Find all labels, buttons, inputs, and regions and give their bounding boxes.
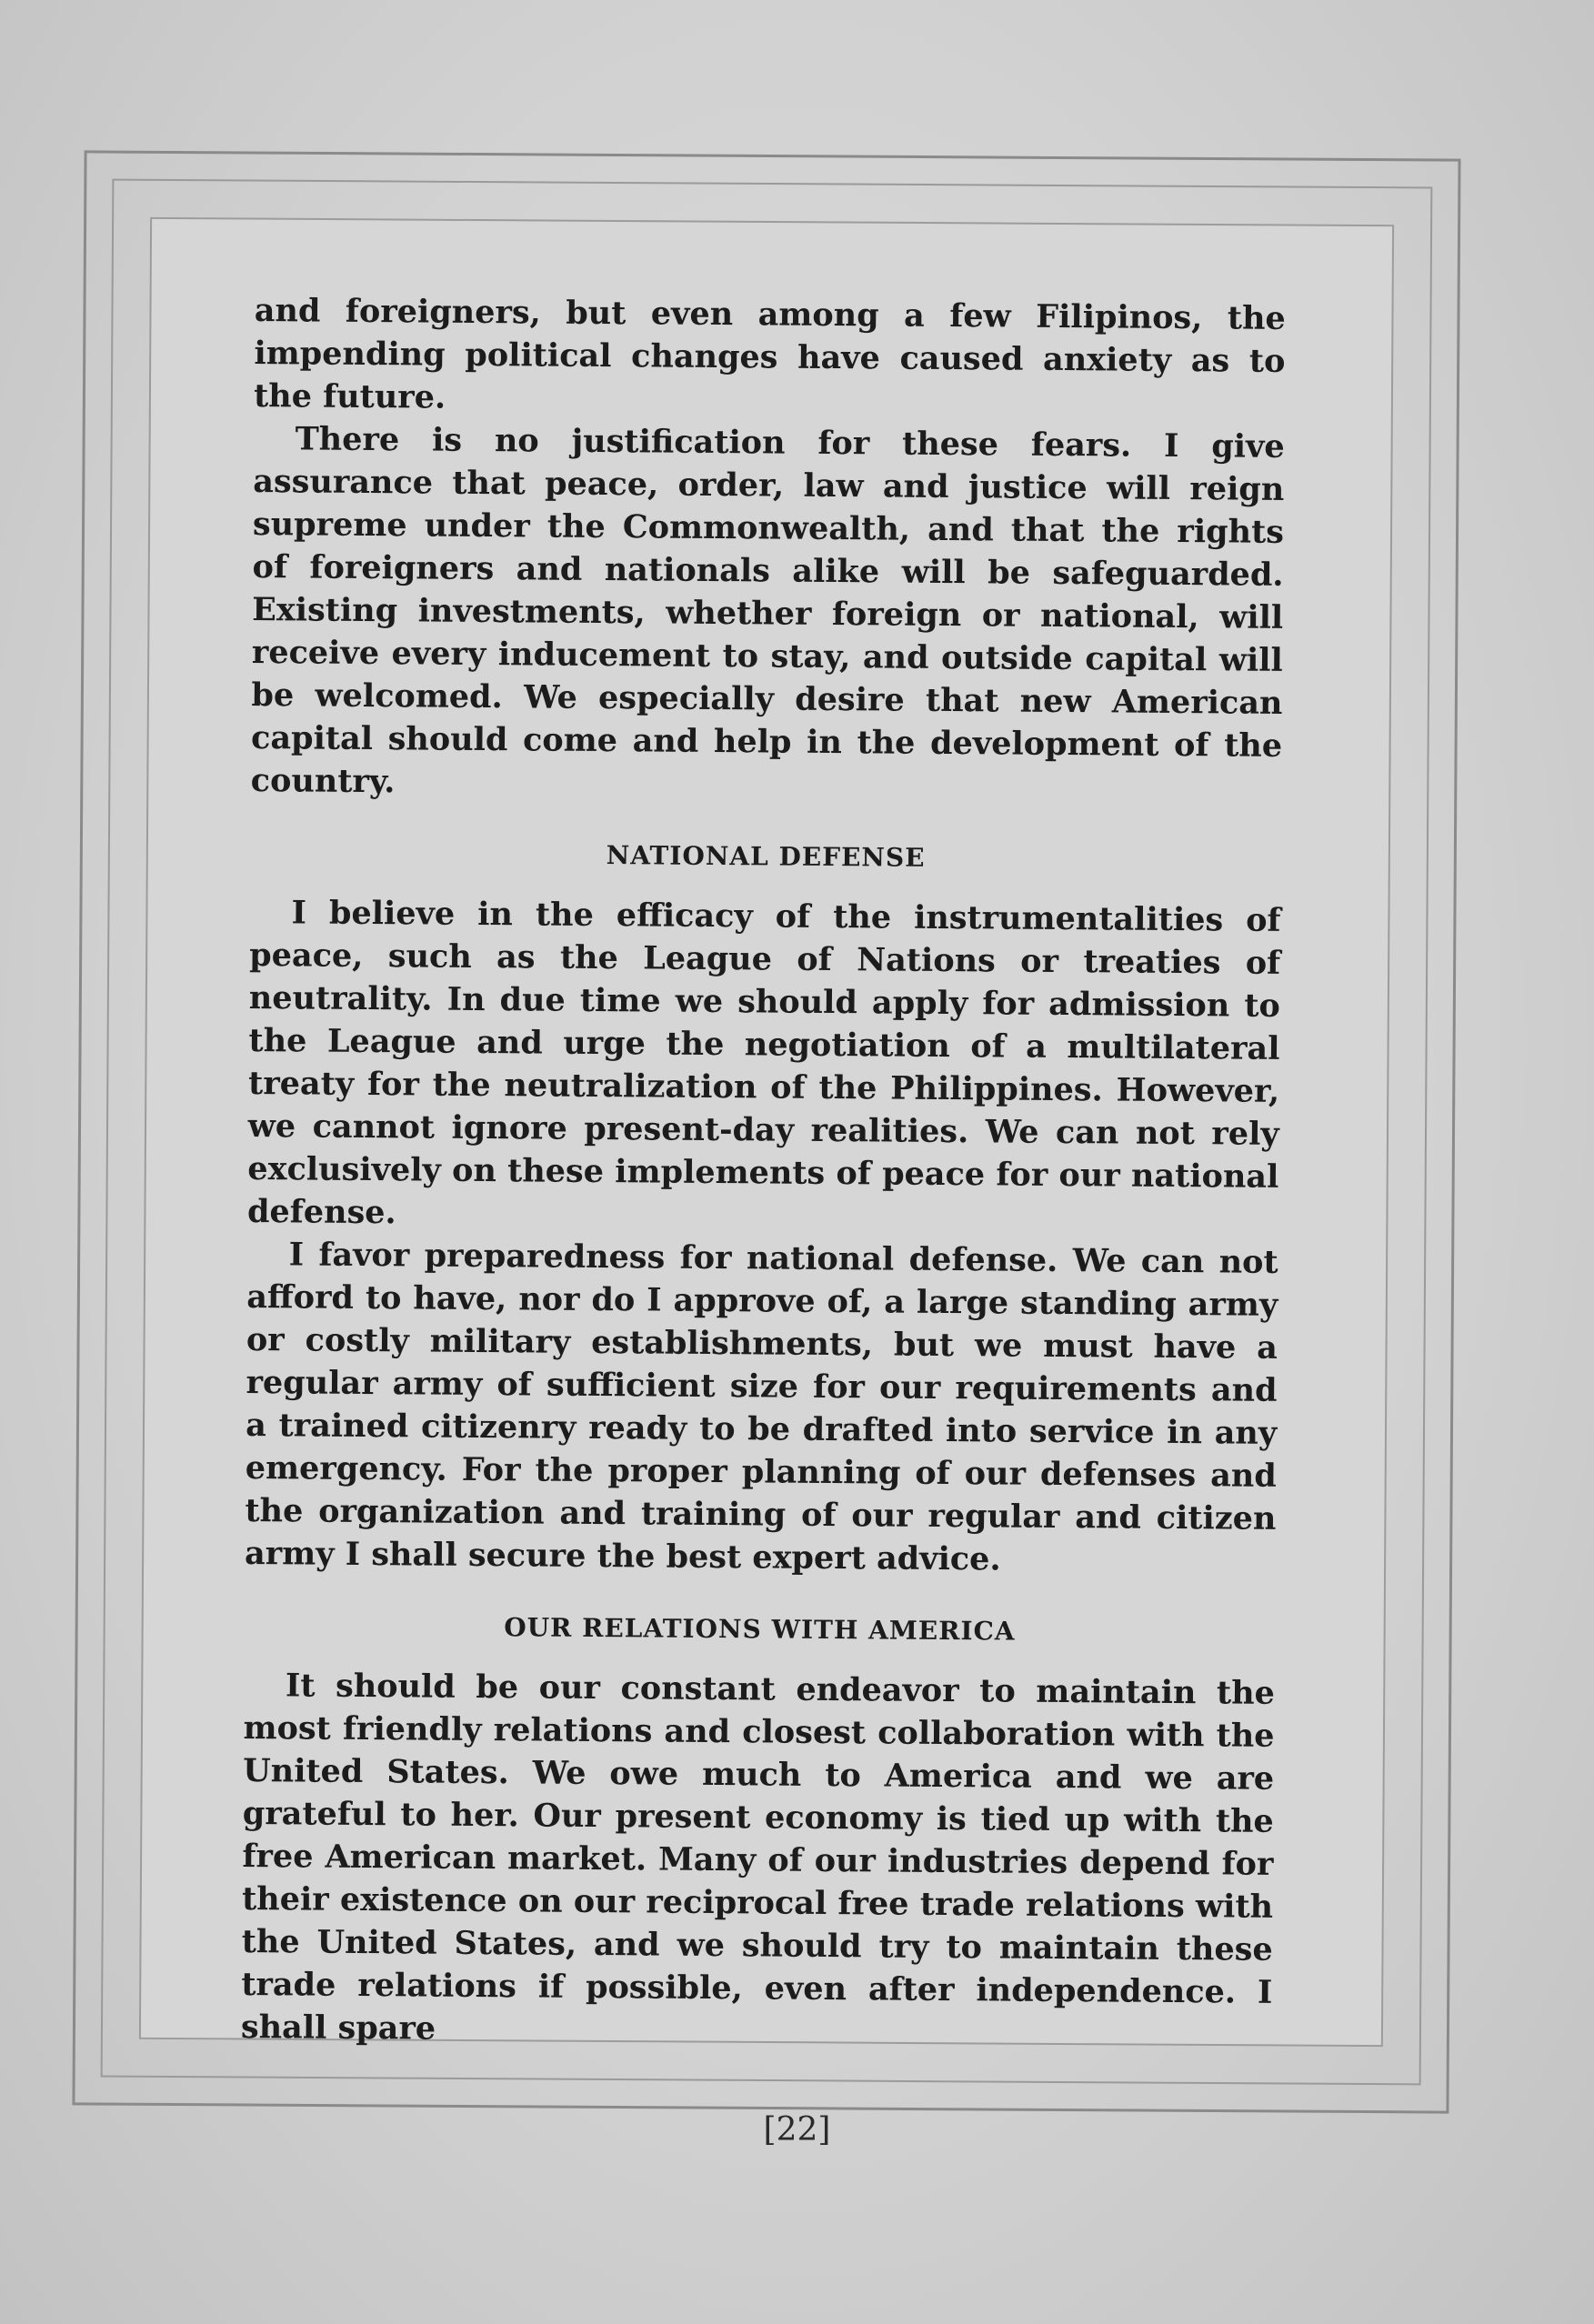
paragraph-defense-peace: I believe in the efficacy of the instrumentalities of peace, such as the League of Nations or treaties of neutrality. In due time we should apply for admission to the League and urge the negotiation of a multilateral treaty for the neutralization of the Philippines. However, we cannot ignore present-day realities. We can not rely exclusively on these implements of peace for our national defense.	[246, 894, 1281, 1232]
heading-relations-america: OUR RELATIONS WITH AMERICA	[504, 1612, 1016, 1647]
body-text	[241, 289, 1286, 2057]
heading-national-defense: NATIONAL DEFENSE	[606, 840, 926, 873]
paragraph-continuation: and foreigners, but even among a few Filipinos, the impending political changes have caused anxiety as to the future.	[253, 291, 1286, 416]
paragraph-assurance: There is no justification for these fears. I give assurance that peace, order, law and justice will reign supreme under the Commonwealth, and that the rights of foreigners and nationals alike will be safeguarded. Existing investments, whether foreign or national, will receive every inducement to stay, and outside capital will be welcomed. We especially desire that new American capital should come and help in the development of the country.	[250, 420, 1285, 801]
page-number: [22]	[763, 2111, 831, 2149]
paragraph-relations-america: It should be our constant endeavor to maintain the most friendly relations and closest collaboration with the United States. We owe much to America and we are grateful to her. Our present economy is tied up with the free American market. Many of our industries depend for their existence on our reciprocal free trade relations with the United States, and we should try to maintain these trade relations if possible, even after independence. I shall spare	[240, 1667, 1276, 2048]
paragraph-defense-preparedness: I favor preparedness for national defense. We can not afford to have, nor do I approve of, a large standing army or costly military establishments, but we must have a regular army of sufficient size for our requirements and a trained citizenry ready to be drafted into service in any emergency. For the proper planning of our defenses and the organization and training of our regular and citizen army I shall secure the best expert advice.	[244, 1236, 1278, 1578]
